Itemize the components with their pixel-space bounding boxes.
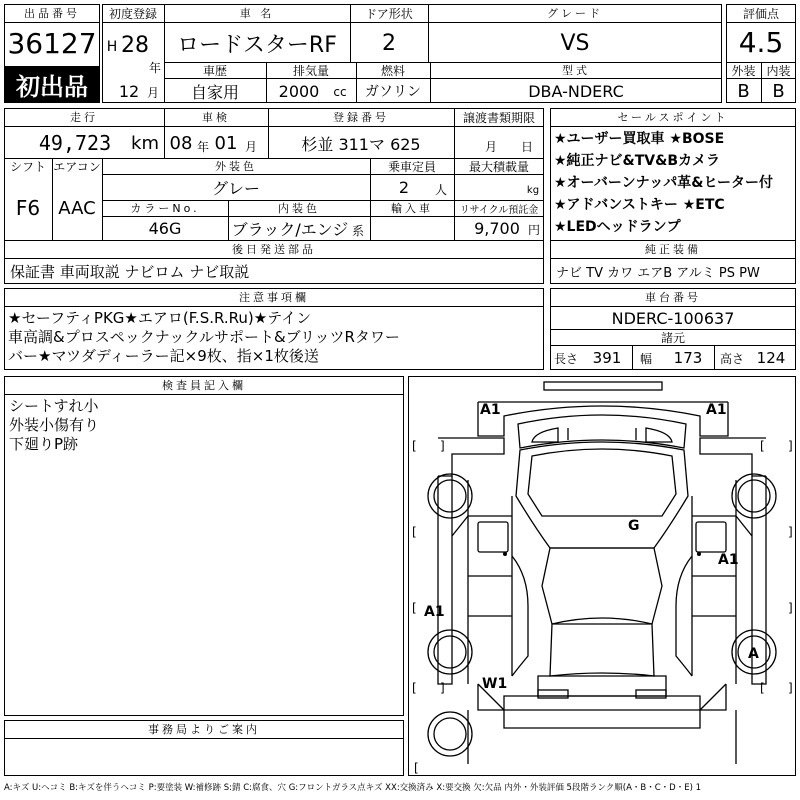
mark-rear: W1 <box>482 676 508 692</box>
height-label: 高さ <box>719 351 744 366</box>
fuel-label: 燃料 <box>380 63 405 78</box>
inspection-month: 01 <box>214 132 238 154</box>
first-reg-label: 初度登録 <box>108 6 157 21</box>
svg-text:[: [ <box>414 761 419 775</box>
exterior-grade: B <box>737 80 750 102</box>
office-label: 事務局よりご案内 <box>148 723 260 736</box>
car-damage-diagram <box>408 376 796 776</box>
standard-equipment: ナビ TV カワ エアB アルミ PS PW <box>556 265 760 281</box>
load-unit: kg <box>526 184 540 196</box>
interior-color: ブラック/エンジ <box>231 220 349 239</box>
mileage-label: 走行 <box>70 111 98 124</box>
score: 4.5 <box>738 25 784 59</box>
first-reg-month: 12 <box>118 81 140 101</box>
chassis-label: 車台番号 <box>645 291 701 304</box>
interior-grade-label: 内装 <box>766 63 791 78</box>
inspection-month-unit: 月 <box>244 139 257 154</box>
interior-color-unit: 系 <box>351 223 364 238</box>
lot-number-label: 出品番号 <box>24 7 80 20</box>
history-label: 車歴 <box>202 63 227 78</box>
color-label: 外装色 <box>215 160 257 173</box>
registration-number: 杉並 311マ 625 <box>301 134 421 154</box>
grade: VS <box>560 30 590 56</box>
svg-text:]: ] <box>788 439 793 453</box>
svg-text:]: ] <box>788 525 793 539</box>
shift-label: シフト <box>9 159 46 174</box>
first-reg-year: 28 <box>121 32 149 58</box>
sales-point-1: ★ユーザー買取車 ★BOSE <box>554 131 725 147</box>
svg-text:[: [ <box>760 681 765 695</box>
svg-text:[: [ <box>412 601 417 615</box>
recycle-fee: 9,700 <box>474 219 520 238</box>
lot-number: 36127 <box>7 26 97 60</box>
inspector-line-1: シートすれ小 <box>9 397 99 415</box>
doors: 2 <box>382 30 396 56</box>
recycle-fee-unit: 円 <box>527 222 540 237</box>
month-unit: 月 <box>146 85 159 100</box>
inspector-line-2: 外装小傷有り <box>9 416 100 434</box>
interior-color-label: 内装色 <box>278 202 320 215</box>
sales-point-3: ★オーバーンナッパ革&ヒーター付 <box>554 175 773 191</box>
transfer-day-unit: 日 <box>520 139 533 154</box>
displacement: 2000 <box>278 81 320 101</box>
transfer-month-unit: 月 <box>484 139 497 154</box>
svg-text:]: ] <box>440 439 445 453</box>
mileage: 49,723 <box>38 131 112 155</box>
inspector-label: 検査員記入欄 <box>162 379 246 392</box>
year-unit: 年 <box>148 60 161 75</box>
length: 391 <box>592 349 622 367</box>
import-label: 輸入車 <box>391 202 433 215</box>
standard-equipment-label: 純正装備 <box>645 243 701 256</box>
first-listing-badge: 初出品 <box>5 66 99 102</box>
height: 124 <box>756 349 786 367</box>
mark-front-right: A1 <box>706 402 727 418</box>
score-label: 評価点 <box>742 6 779 21</box>
load-label: 最大積載量 <box>468 159 529 174</box>
inspection-year-unit: 年 <box>196 139 209 154</box>
inspector-line-3: 下廻りP跡 <box>9 435 79 453</box>
capacity-unit: 人 <box>434 182 447 197</box>
length-label: 長さ <box>553 351 578 366</box>
later-parts-label: 後日発送部品 <box>232 243 316 256</box>
inspection-year: 08 <box>169 132 193 154</box>
mileage-unit: km <box>131 132 159 154</box>
exterior-grade-label: 外装 <box>731 63 756 78</box>
sales-point-2: ★純正ナビ&TV&Bカメラ <box>554 153 721 169</box>
mark-front-left: A1 <box>480 402 501 418</box>
model-label: 型式 <box>562 64 590 77</box>
interior-grade: B <box>772 80 785 102</box>
ac: AAC <box>58 197 96 219</box>
recycle-label: リサイクル預託金 <box>459 204 539 216</box>
ac-label: エアコン <box>53 159 101 174</box>
note-line-3: バー★マツダディーラー記×9枚、指×1枚後送 <box>8 347 319 365</box>
grade-label: グレード <box>547 7 603 20</box>
doors-label: ドア形状 <box>365 6 413 21</box>
later-parts: 保証書 車両取説 ナビロム ナビ取説 <box>10 262 250 281</box>
car-name-label: 車 名 <box>239 7 275 20</box>
svg-text:[: [ <box>412 525 417 539</box>
chassis-number: NDERC-100637 <box>611 308 735 328</box>
notes-label: 注意事項欄 <box>239 291 309 304</box>
note-line-2: 車高調&プロスペックナックルサポート&ブリッツRタワー <box>8 328 400 346</box>
sales-points-label: セールスポイント <box>617 111 729 124</box>
width-label: 幅 <box>639 351 652 366</box>
capacity: 2 <box>398 177 410 197</box>
legend: A:キズ U:ヘコミ B:キズを伴うヘコミ P:要塗装 W:補修跡 S:錆 C:腐食、穴 G:フロントガラス点キズ XX:交換済み X:要交換 欠:欠品 内外・外装評価 5段階ランク順(A・B・C・D・E) 1 <box>4 783 702 793</box>
sales-point-5: ★LEDヘッドランプ <box>554 219 681 235</box>
exterior-color: グレー <box>211 178 260 198</box>
color-number: 46G <box>148 219 182 238</box>
svg-text:[: [ <box>412 439 417 453</box>
mark-roof: G <box>628 518 640 534</box>
regno-label: 登録番号 <box>333 111 389 124</box>
note-line-1: ★セーフティPKG★エアロ(F.S.R.Ru)★テイン <box>8 309 312 327</box>
svg-text:]: ] <box>440 681 445 695</box>
fuel: ガソリン <box>365 84 421 100</box>
svg-text:[: [ <box>412 681 417 695</box>
displacement-unit: cc <box>333 85 347 99</box>
mark-right-door: A1 <box>718 552 739 568</box>
transfer-label: 譲渡書類期限 <box>462 110 535 125</box>
history: 自家用 <box>190 82 239 102</box>
displacement-label: 排気量 <box>292 63 329 78</box>
svg-text:]: ] <box>788 681 793 695</box>
width: 173 <box>673 349 703 367</box>
inspection-label: 車検 <box>202 111 230 124</box>
colorno-label: カラーNo. <box>130 202 200 215</box>
era-letter: H <box>106 39 118 55</box>
car-name: ロードスターRF <box>177 32 337 58</box>
svg-text:]: ] <box>788 601 793 615</box>
svg-text:[: [ <box>760 439 765 453</box>
dimensions-label: 諸元 <box>660 330 685 345</box>
mark-right-rear-wheel: A <box>748 646 759 662</box>
model-code: DBA-NDERC <box>528 81 624 101</box>
capacity-label: 乗車定員 <box>387 159 436 174</box>
shift: F6 <box>15 196 41 220</box>
sales-point-4: ★アドバンストキー ★ETC <box>554 197 725 213</box>
mark-left-rear: A1 <box>424 604 445 620</box>
